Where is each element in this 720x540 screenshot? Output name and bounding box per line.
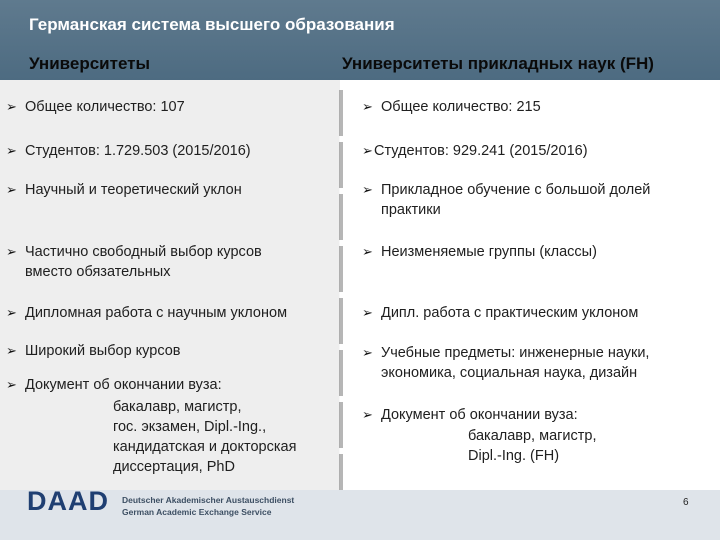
arrow-bullet-icon: ➢ <box>6 343 17 358</box>
right-item-students: ➢ Студентов: 929.241 (2015/2016) <box>362 143 588 159</box>
left-column-heading: Университеты <box>29 54 151 73</box>
arrow-bullet-icon: ➢ <box>362 345 373 360</box>
arrow-bullet-icon: ➢ <box>6 305 17 320</box>
footer-org-name-de: Deutscher Akademischer Austauschdienst <box>122 495 295 505</box>
column-divider <box>339 90 343 490</box>
arrow-bullet-icon: ➢ <box>6 377 17 392</box>
right-degree-details: бакалавр, магистр, Dipl.-Ing. (FH) <box>468 428 597 464</box>
left-item-wide-choice: ➢ Широкий выбор курсов <box>6 343 181 359</box>
arrow-bullet-icon: ➢ <box>362 99 373 114</box>
arrow-bullet-icon: ➢ <box>362 244 373 259</box>
arrow-bullet-icon: ➢ <box>362 182 373 197</box>
left-degree-details: бакалавр, магистр, гос. экзамен, Dipl.-Ing., кандидатская и докторская диссертация, PhD <box>113 399 297 475</box>
right-item-thesis: ➢ Дипл. работа с практическим уклоном <box>362 305 639 321</box>
arrow-bullet-icon: ➢ <box>6 182 17 197</box>
left-item-total: ➢ Общее количество: 107 <box>6 99 185 115</box>
footer-org-name-en: German Academic Exchange Service <box>122 507 272 517</box>
page-number: 6 <box>683 497 689 508</box>
arrow-bullet-icon: ➢ <box>6 244 17 259</box>
slide-title: Германская система высшего образования <box>29 15 395 34</box>
left-item-thesis: ➢ Дипломная работа с научным уклоном <box>6 305 288 321</box>
arrow-bullet-icon: ➢ <box>6 143 17 158</box>
arrow-bullet-icon: ➢ <box>6 99 17 114</box>
left-item-orientation: ➢ Научный и теоретический уклон <box>6 182 242 198</box>
right-item-subjects: ➢ Учебные предметы: инженерные науки, экономика, социальная наука, дизайн <box>362 345 650 381</box>
right-item-practice: ➢ Прикладное обучение с большой долей практики <box>362 182 651 218</box>
right-item-degree: ➢ Документ об окончании вуза: <box>362 407 578 423</box>
daad-logo: DAAD <box>27 486 109 516</box>
right-item-total: ➢ Общее количество: 215 <box>362 99 541 115</box>
arrow-bullet-icon: ➢ <box>362 305 373 320</box>
right-item-groups: ➢ Неизменяемые группы (классы) <box>362 244 597 260</box>
left-item-students: ➢ Студентов: 1.729.503 (2015/2016) <box>6 143 251 159</box>
left-item-course-choice: ➢ Частично свободный выбор курсов вместо обязательных <box>6 244 262 280</box>
left-item-degree: ➢ Документ об окончании вуза: <box>6 377 222 393</box>
right-column-heading: Университеты прикладных наук (FH) <box>342 54 654 73</box>
arrow-bullet-icon: ➢ <box>362 407 373 422</box>
arrow-bullet-icon: ➢ <box>362 143 373 158</box>
